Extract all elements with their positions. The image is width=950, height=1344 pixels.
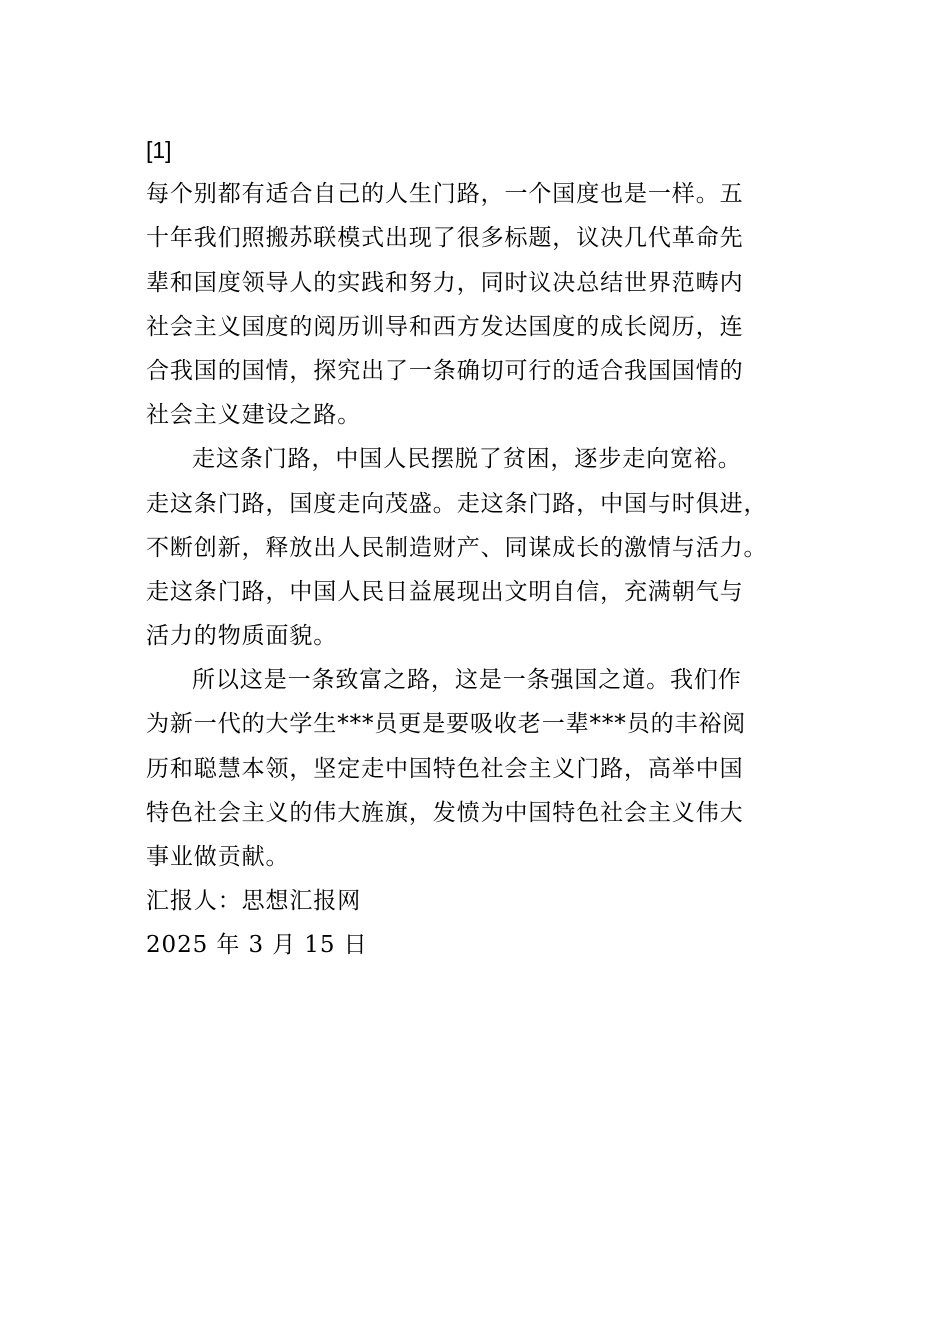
document-body [146,128,806,968]
paragraph-line: 不断创新，释放出人民制造财产、同谋成长的激情与活力。 [146,534,768,561]
reporter-line: 汇报人：思想汇报网 [146,888,362,915]
paragraph-3 [146,658,806,879]
paragraph-line: 走这条门路，国度走向茂盛。走这条门路，中国与时俱进， [146,490,768,517]
paragraph-line: 社会主义国度的阅历训导和西方发达国度的成长阅历，连 [146,313,744,340]
paragraph-line: 社会主义建设之路。 [146,402,362,429]
paragraph-line: 活力的物质面貌。 [146,623,338,650]
paragraph-line: 所以这是一条致富之路，这是一条强国之道。我们作 [192,667,742,694]
paragraph-line: 走这条门路，中国人民日益展现出文明自信，充满朝气与 [146,578,744,605]
paragraph-line: 特色社会主义的伟大旌旗，发愤为中国特色社会主义伟大 [146,799,744,826]
paragraph-1 [146,172,806,437]
paragraph-line: 十年我们照搬苏联模式出现了很多标题，议决几代革命先 [146,225,744,252]
reference-mark: [1] [146,137,172,163]
paragraph-line: 每个别都有适合自己的人生门路，一个国度也是一样。五 [146,181,744,208]
paragraph-line: 辈和国度领导人的实践和努力，同时议决总结世界范畴内 [146,269,744,296]
paragraph-line: 事业做贡献。 [146,844,290,870]
paragraph-line: 历和聪慧本领，坚定走中国特色社会主义门路，高举中国 [146,755,744,782]
paragraph-line: 为新一代的大学生***员更是要吸收老一辈***员的丰裕阅 [146,711,747,738]
paragraph-line: 走这条门路，中国人民摆脱了贫困，逐步走向宽裕。 [192,446,742,473]
paragraph-line: 合我国的国情，探究出了一条确切可行的适合我国国情的 [146,357,744,384]
paragraph-2 [146,437,806,658]
date-line: 2025 年 3 月 15 日 [146,932,368,959]
